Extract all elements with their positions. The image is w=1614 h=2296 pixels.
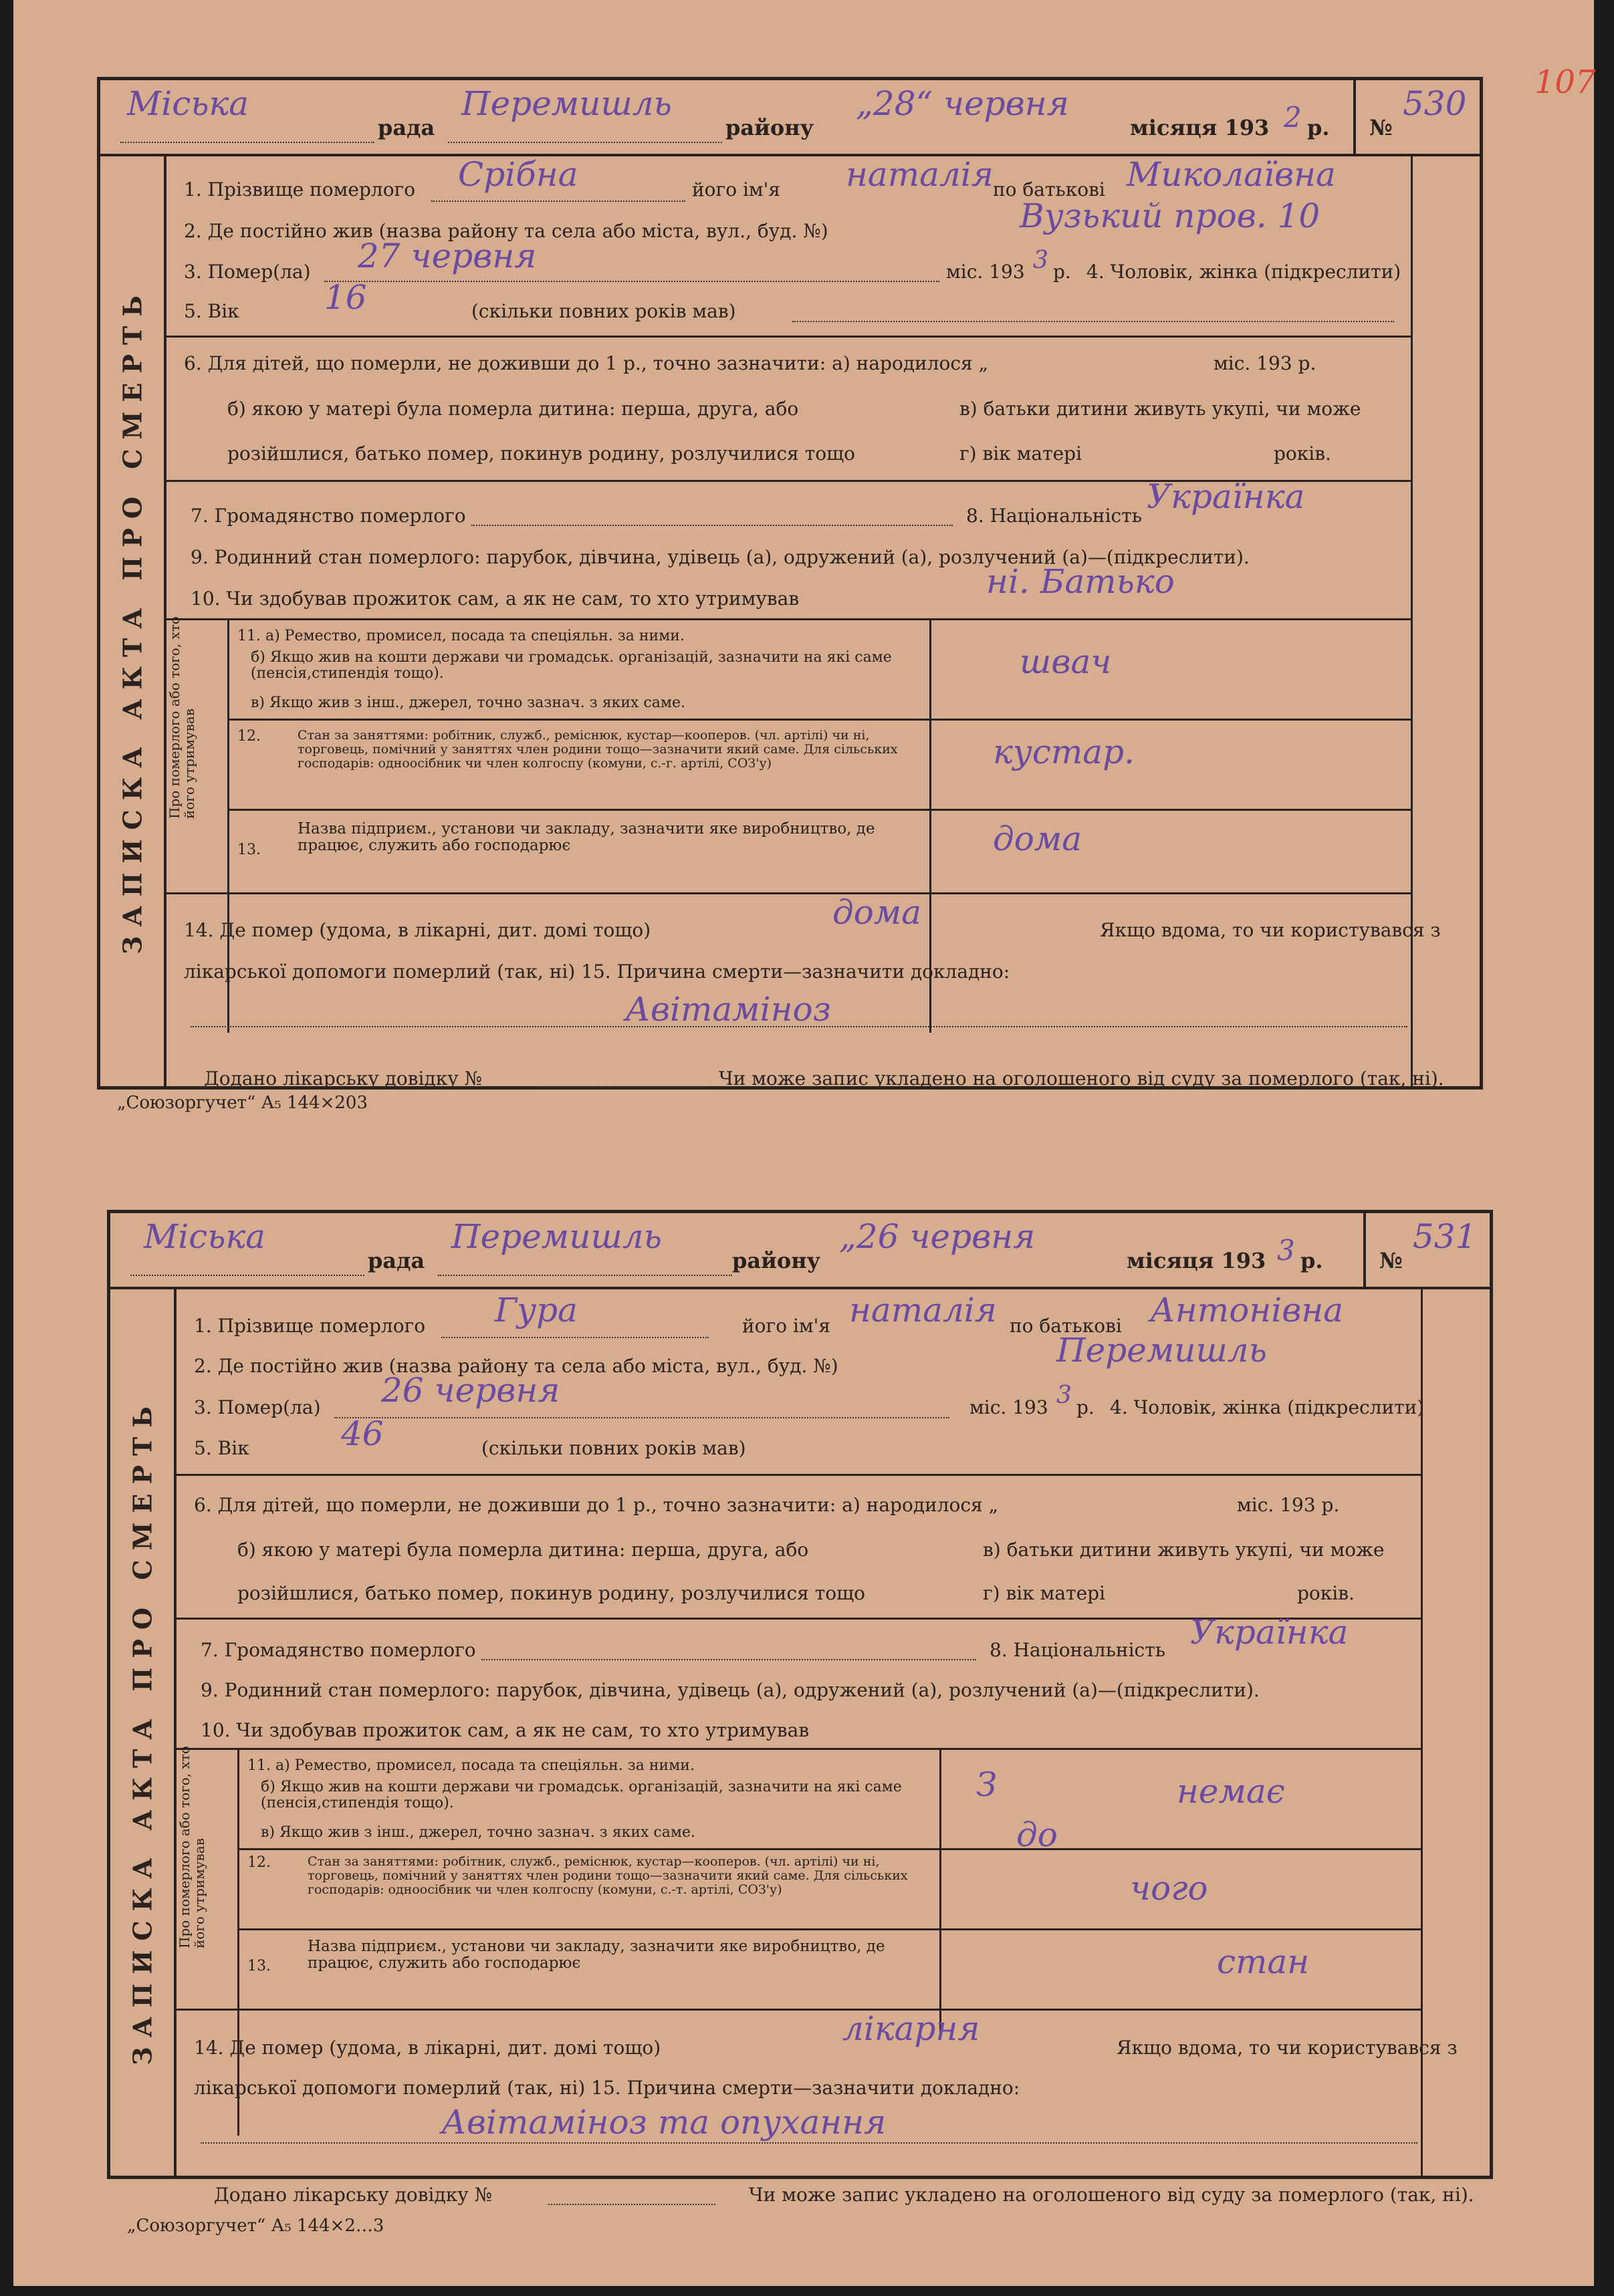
side-small-note: Про померлого або того, хто його утримував: [177, 1746, 207, 1948]
row-8-label: 8. Національність: [966, 505, 1142, 527]
row-3-month-label: міс. 193: [969, 1396, 1048, 1418]
year-suffix: р.: [1307, 115, 1330, 140]
row-6a-suffix: міс. 193 р.: [1237, 1494, 1340, 1516]
record-number-handwritten: 531: [1413, 1217, 1477, 1256]
row-10-label: 10. Чи здобував прожиток сам, а як не сам, то хто утримував: [191, 588, 800, 610]
printer-imprint-2: „Союзоргучет“ А₅ 144×2…3: [127, 2216, 384, 2236]
row-14-suffix: Якщо вдома, то чи користувався з: [1100, 919, 1441, 941]
workplace-handwritten: дома: [993, 819, 1082, 858]
district-handwritten: Перемишль: [461, 84, 672, 123]
council-handwritten: Міська: [127, 84, 249, 123]
row-14b-label: лікарської допомоги померлий (так, ні) 15. Причина смерти—зазначити докладно:: [194, 2077, 1020, 2099]
row-7-label: 7. Громадянство померлого: [201, 1639, 476, 1661]
row-6b-suffix: в) батьки дитини живуть укупі, чи може: [983, 1539, 1385, 1561]
death-place-handwritten: лікарня: [842, 2009, 980, 2048]
number-label: №: [1379, 1248, 1403, 1273]
row-6c-suffix: років.: [1297, 1582, 1355, 1604]
row-1-patronymic-label: по батькові: [993, 178, 1105, 201]
row-12-text: Стан за заняттями: робітник, служб., реміснюк, кустар—кооперов. (чл. артілі) чи ні, торговець, помічний у заняттях член родини тощо—зазначити який саме. Для сільських господарів: одноосібник чи член колгоспу (комуни, с.-г. артілі, СОЗ'у): [298, 728, 898, 771]
row-1-name-label: його ім'я: [742, 1315, 831, 1337]
death-record-form-1: [97, 77, 1483, 1090]
month-label: місяця 193: [1127, 1248, 1266, 1273]
row-1-name-label: його ім'я: [692, 178, 781, 201]
death-date-handwritten: 27 червня: [358, 237, 537, 275]
year-suffix: р.: [1300, 1248, 1323, 1273]
name-handwritten: наталія: [849, 1291, 997, 1329]
side-title-strip: [100, 154, 166, 1086]
death-record-form-2: [107, 1210, 1493, 2206]
surname-handwritten: Гура: [495, 1291, 578, 1329]
side-title: ЗАПИСКА АКТА ПРО СМЕРТЬ: [117, 285, 147, 954]
cause-handwritten: Авітаміноз: [625, 990, 831, 1029]
row-11a-label: 11. а) Ремество, промисел, посада та спеціяльн. за ними.: [247, 1757, 695, 1774]
row-6a-label: 6. Для дітей, що померли, не доживши до 1 р., точно зазначити: а) народилося „: [184, 352, 989, 374]
nationality-handwritten: Українка: [1147, 477, 1305, 516]
row-12-number: 12.: [247, 1854, 271, 1871]
record-number-handwritten: 530: [1403, 84, 1467, 123]
row-3-month-label: міс. 193: [946, 261, 1025, 283]
row-11a-label: 11. а) Ремество, промисел, посада та спеціяльн. за ними.: [237, 628, 685, 644]
document-sheet: [13, 0, 1594, 2286]
row-5-label: 5. Вік: [194, 1437, 249, 1459]
address-handwritten: Перемишль: [1056, 1331, 1267, 1370]
row-4-label: 4. Чоловік, жінка (підкреслити): [1110, 1396, 1425, 1418]
district-label: району: [725, 115, 814, 140]
patronymic-handwritten: Миколаївна: [1127, 155, 1336, 194]
support-handwritten: ні. Батько: [986, 562, 1175, 601]
form-body: [164, 154, 1480, 1090]
row-5-suffix: (скільки повних років мав): [481, 1437, 746, 1459]
row-16-suffix: Чи може запис укладено на оголошеного від суду за померлого (так, ні).: [749, 2184, 1474, 2206]
age-handwritten: 16: [324, 278, 367, 317]
row-2-label: 2. Де постійно жив (назва району та села або міста, вул., буд. №): [184, 220, 828, 242]
cause-handwritten: Авітаміноз та опухання: [441, 2103, 887, 2142]
row-16-label: Додано лікарську довідку №: [204, 1067, 483, 1090]
council-handwritten: Міська: [144, 1217, 266, 1256]
row-3-label: 3. Помер(ла): [184, 261, 311, 283]
death-year-handwritten: 3: [1056, 1382, 1072, 1409]
row-3-year-suffix: р.: [1076, 1396, 1094, 1418]
row-13-text: Назва підприєм., установи чи закладу, зазначити яке виробництво, де працює, служить або господарює: [298, 820, 875, 855]
patronymic-handwritten: Антонівна: [1150, 1291, 1344, 1329]
row-8-label: 8. Національність: [990, 1639, 1165, 1661]
row-11b-label: б) Якщо жив на кошти держави чи громадськ. організацій, зазначити на які саме (пенсія,стипендія тощо).: [261, 1779, 902, 1812]
date-handwritten: „26 червня: [839, 1217, 1036, 1256]
row-3-year-suffix: р.: [1053, 261, 1071, 283]
row-6a-suffix: міс. 193 р.: [1214, 352, 1316, 374]
row-11b-label: б) Якщо жив на кошти держави чи громадськ. організацій, зазначити на які саме (пенсія,стипендія тощо).: [251, 649, 892, 682]
occupation-handwritten: З: [976, 1765, 998, 1804]
side-small-note: Про померлого або того, хто його утримував: [166, 616, 197, 819]
row-1-label: 1. Прізвище померлого: [184, 178, 416, 201]
number-label: №: [1369, 115, 1393, 140]
form-header: [100, 80, 1480, 156]
corner-note: 107: [1534, 63, 1596, 101]
age-handwritten: 46: [341, 1414, 384, 1453]
row-13-number: 13.: [247, 1958, 271, 1974]
row-6c-mother-age: г) вік матері: [959, 442, 1082, 465]
row-6b-suffix: в) батьки дитини живуть укупі, чи може: [959, 398, 1361, 420]
row-9-label: 9. Родинний стан померлого: парубок, дівчина, удівець (а), одружений (а), розлучений (а)—(підкреслити).: [201, 1679, 1260, 1701]
row-10-label: 10. Чи здобував прожиток сам, а як не сам, то хто утримував: [201, 1719, 810, 1741]
occupation-handwritten: швач: [1020, 642, 1112, 681]
row-6c-suffix: років.: [1274, 442, 1331, 465]
side-title: ЗАПИСКА АКТА ПРО СМЕРТЬ: [127, 1397, 157, 2065]
row-12-number: 12.: [237, 728, 261, 745]
row-11c-label: в) Якщо жив з інш., джерел, точно зазнач. з яких саме.: [261, 1824, 695, 1841]
row-14b-label: лікарської допомоги померлий (так, ні) 15. Причина смерти—зазначити докладно:: [184, 961, 1010, 983]
district-handwritten: Перемишль: [451, 1217, 662, 1256]
row-6b-label: б) якою у матері була померла дитина: перша, друга, або: [237, 1539, 809, 1561]
name-handwritten: наталія: [846, 155, 994, 194]
death-place-handwritten: дома: [832, 893, 922, 932]
row-1-label: 1. Прізвище померлого: [194, 1315, 426, 1337]
status-handwritten: немає: [1177, 1772, 1285, 1811]
record-number-box: [1353, 80, 1480, 154]
row-16-suffix: Чи може запис укладено на оголошеного від суду за померлого (так, ні).: [719, 1067, 1444, 1090]
row-14-suffix: Якщо вдома, то чи користувався з: [1117, 2037, 1458, 2059]
row-7-label: 7. Громадянство померлого: [191, 505, 466, 527]
row-6a-label: 6. Для дітей, що померли, не доживши до 1 р., точно зазначити: а) народилося „: [194, 1494, 999, 1516]
nationality-handwritten: Українка: [1190, 1613, 1349, 1652]
row-12-text: Стан за заняттями: робітник, служб., реміснюк, кустар—кооперов. (чл. артілі) чи ні, торговець, помічний у заняттях член родини тощо—зазначити який саме. Для сільських господарів: одноосібник чи член колгоспу (комуни, с.-т. артілі, СОЗ'у): [308, 1854, 908, 1897]
row-6c-mother-age: г) вік матері: [983, 1582, 1106, 1604]
form-body: [174, 1287, 1490, 2206]
form-header: [110, 1213, 1490, 1289]
row-1-patronymic-label: по батькові: [1010, 1315, 1122, 1337]
district-label: району: [732, 1248, 821, 1273]
year-handwritten: 3: [1277, 1234, 1295, 1267]
row-6b-label: б) якою у матері була померла дитина: перша, друга, або: [227, 398, 799, 420]
extra-handwritten-2: стан: [1217, 1942, 1310, 1981]
death-date-handwritten: 26 червня: [381, 1371, 560, 1410]
row-3-label: 3. Помер(ла): [194, 1396, 321, 1418]
month-label: місяця 193: [1130, 115, 1270, 140]
extra-handwritten-1: чого: [1130, 1869, 1208, 1908]
row-14-label: 14. Де помер (удома, в лікарні, дит. домі тощо): [184, 919, 651, 941]
right-margin-column: [1411, 154, 1480, 1086]
council-label: рада: [368, 1248, 425, 1273]
row-13-number: 13.: [237, 842, 261, 858]
date-handwritten: „28“ червня: [856, 84, 1069, 123]
printer-imprint-1: „Союзоргучет“ А₅ 144×203: [117, 1093, 368, 1113]
row-9-label: 9. Родинний стан померлого: парубок, дівчина, удівець (а), одружений (а), розлучений (а)—(підкреслити).: [191, 546, 1250, 568]
row-4-label: 4. Чоловік, жінка (підкреслити): [1086, 261, 1401, 283]
address-handwritten: Вузький пров. 10: [1020, 197, 1320, 235]
row-6c-label: розійшлися, батько помер, покинув родину, розлучилися тощо: [227, 442, 855, 465]
row-6c-label: розійшлися, батько помер, покинув родину, розлучилися тощо: [237, 1582, 865, 1604]
row-13-text: Назва підприєм., установи чи закладу, зазначити яке виробництво, де працює, служить або господарює: [308, 1938, 885, 1972]
row-16-label: Додано лікарську довідку №: [214, 2184, 493, 2206]
side-title-strip: [110, 1287, 177, 2176]
council-label: рада: [378, 115, 435, 140]
record-number-box: [1363, 1213, 1490, 1287]
row-5-label: 5. Вік: [184, 300, 239, 322]
year-handwritten: 2: [1284, 101, 1302, 134]
workplace-handwritten: до: [1016, 1815, 1058, 1854]
row-11c-label: в) Якщо жив з інш., джерел, точно зазнач. з яких саме.: [251, 694, 685, 711]
status-handwritten: кустар.: [993, 733, 1135, 771]
row-2-label: 2. Де постійно жив (назва району та села або міста, вул., буд. №): [194, 1355, 838, 1377]
death-year-handwritten: 3: [1033, 247, 1048, 274]
row-5-suffix: (скільки повних років мав): [471, 300, 736, 322]
surname-handwritten: Срібна: [458, 155, 578, 194]
row-14-label: 14. Де помер (удома, в лікарні, дит. домі тощо): [194, 2037, 661, 2059]
